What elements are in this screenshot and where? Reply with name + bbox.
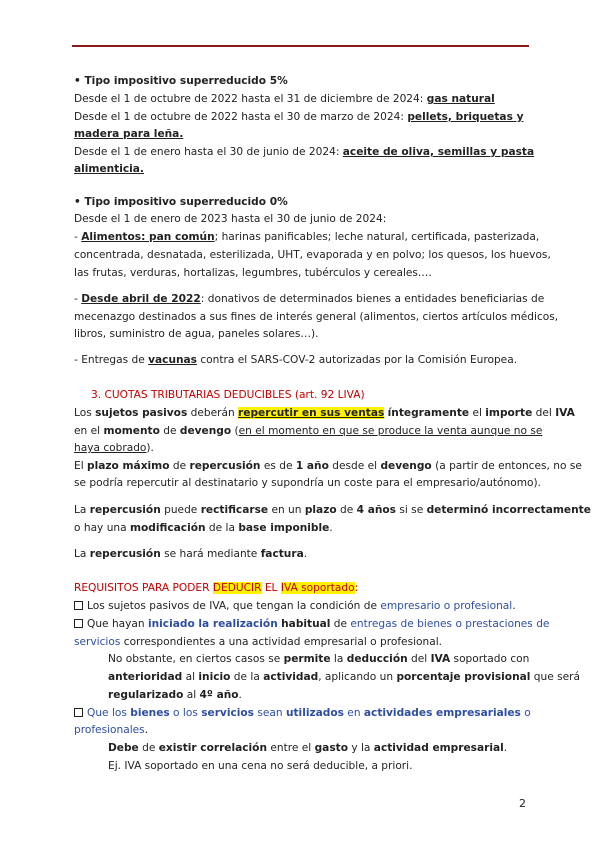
rate5-line-3b: alimenticia. [74, 163, 144, 175]
rate0-line-4: las frutas, verduras, hortalizas, legumbres, tubérculos y cereales.… [74, 267, 432, 279]
requirement-3-line-1: Que los bienes o los servicios sean utilizados en actividades empresariales o [74, 706, 531, 720]
checkbox-icon [74, 619, 83, 628]
donations-line-2: mecenazgo destinados a sus fines de interés general (alimentos, ciertos artículos médicos, [74, 311, 559, 323]
requirement-3-line-2: profesionales. [74, 724, 149, 736]
s3-p1-line-2: en el momento de devengo (en el momento en que se produce la venta aunque no se [74, 425, 543, 437]
section-3-heading: 3. CUOTAS TRIBUTARIAS DEDUCIBLES (art. 92 LIVA) [91, 389, 365, 401]
requirements-heading: REQUISITOS PARA PODER DEDUCIR EL IVA soportado: [74, 582, 359, 594]
s3-p1-line-3: haya cobrado). [74, 442, 154, 454]
rate5-line-2b: madera para leña. [74, 128, 184, 140]
note-line-2: anterioridad al inicio de la actividad, aplicando un porcentaje provisional que será [108, 671, 580, 683]
s3-p1-line-1: Los sujetos pasivos deberán repercutir en sus ventas íntegramente el importe del IVA [74, 407, 575, 419]
s3-p3-line-1: La repercusión puede rectificarse en un plazo de 4 años si se determinó incorrectamente [74, 504, 591, 516]
rate5-line-3: Desde el 1 de enero hasta el 30 de junio de 2024: aceite de oliva, semillas y pasta [74, 146, 535, 158]
s3-p2-line-2: se podría repercutir al destinatario y supondría un coste para el empresario/autónomo). [74, 477, 542, 489]
checkbox-icon [74, 708, 83, 717]
rate0-line-2: - Alimentos: pan común; harinas panificables; leche natural, certificada, pasterizada, [74, 231, 540, 243]
heading-0-percent: • Tipo impositivo superreducido 0% [74, 196, 288, 208]
requirement-2-line-1: Que hayan iniciado la realización habitual de entregas de bienes o prestaciones de [74, 617, 549, 631]
rate0-line-1: Desde el 1 de enero de 2023 hasta el 30 de junio de 2024: [74, 213, 387, 225]
heading-5-percent: • Tipo impositivo superreducido 5% [74, 75, 288, 87]
correlation-line-1: Debe de existir correlación entre el gasto y la actividad empresarial. [108, 742, 508, 754]
rate5-line-1: Desde el 1 de octubre de 2022 hasta el 31 de diciembre de 2024: gas natural [74, 93, 495, 105]
note-line-3: regularizado al 4º año. [108, 689, 242, 701]
vaccines-line: - Entregas de vacunas contra el SARS-COV-2 autorizadas por la Comisión Europea. [74, 354, 518, 366]
donations-line-3: libros, suministro de agua, paneles solares…). [74, 328, 319, 340]
rate0-line-3: concentrada, desnatada, esterilizada, UHT, evaporada y en polvo; los quesos, los huevos, [74, 249, 551, 261]
note-line-1: No obstante, en ciertos casos se permite la deducción del IVA soportado con [108, 653, 530, 665]
page-number: 2 [519, 797, 526, 810]
s3-p2-line-1: El plazo máximo de repercusión es de 1 año desde el devengo (a partir de entonces, no se [74, 460, 582, 472]
header-rule [72, 45, 529, 47]
rate5-line-2: Desde el 1 de octubre de 2022 hasta el 30 de marzo de 2024: pellets, briquetas y [74, 111, 524, 123]
s3-p4: La repercusión se hará mediante factura. [74, 548, 308, 560]
donations-line-1: - Desde abril de 2022: donativos de determinados bienes a entidades beneficiarias de [74, 293, 545, 305]
requirement-1: Los sujetos pasivos de IVA, que tengan la condición de empresario o profesional. [74, 599, 516, 613]
checkbox-icon [74, 601, 83, 610]
correlation-line-2: Ej. IVA soportado en una cena no será deducible, a priori. [108, 760, 413, 772]
requirement-2-line-2: servicios correspondientes a una actividad empresarial o profesional. [74, 636, 443, 648]
s3-p3-line-2: o hay una modificación de la base imponible. [74, 522, 333, 534]
